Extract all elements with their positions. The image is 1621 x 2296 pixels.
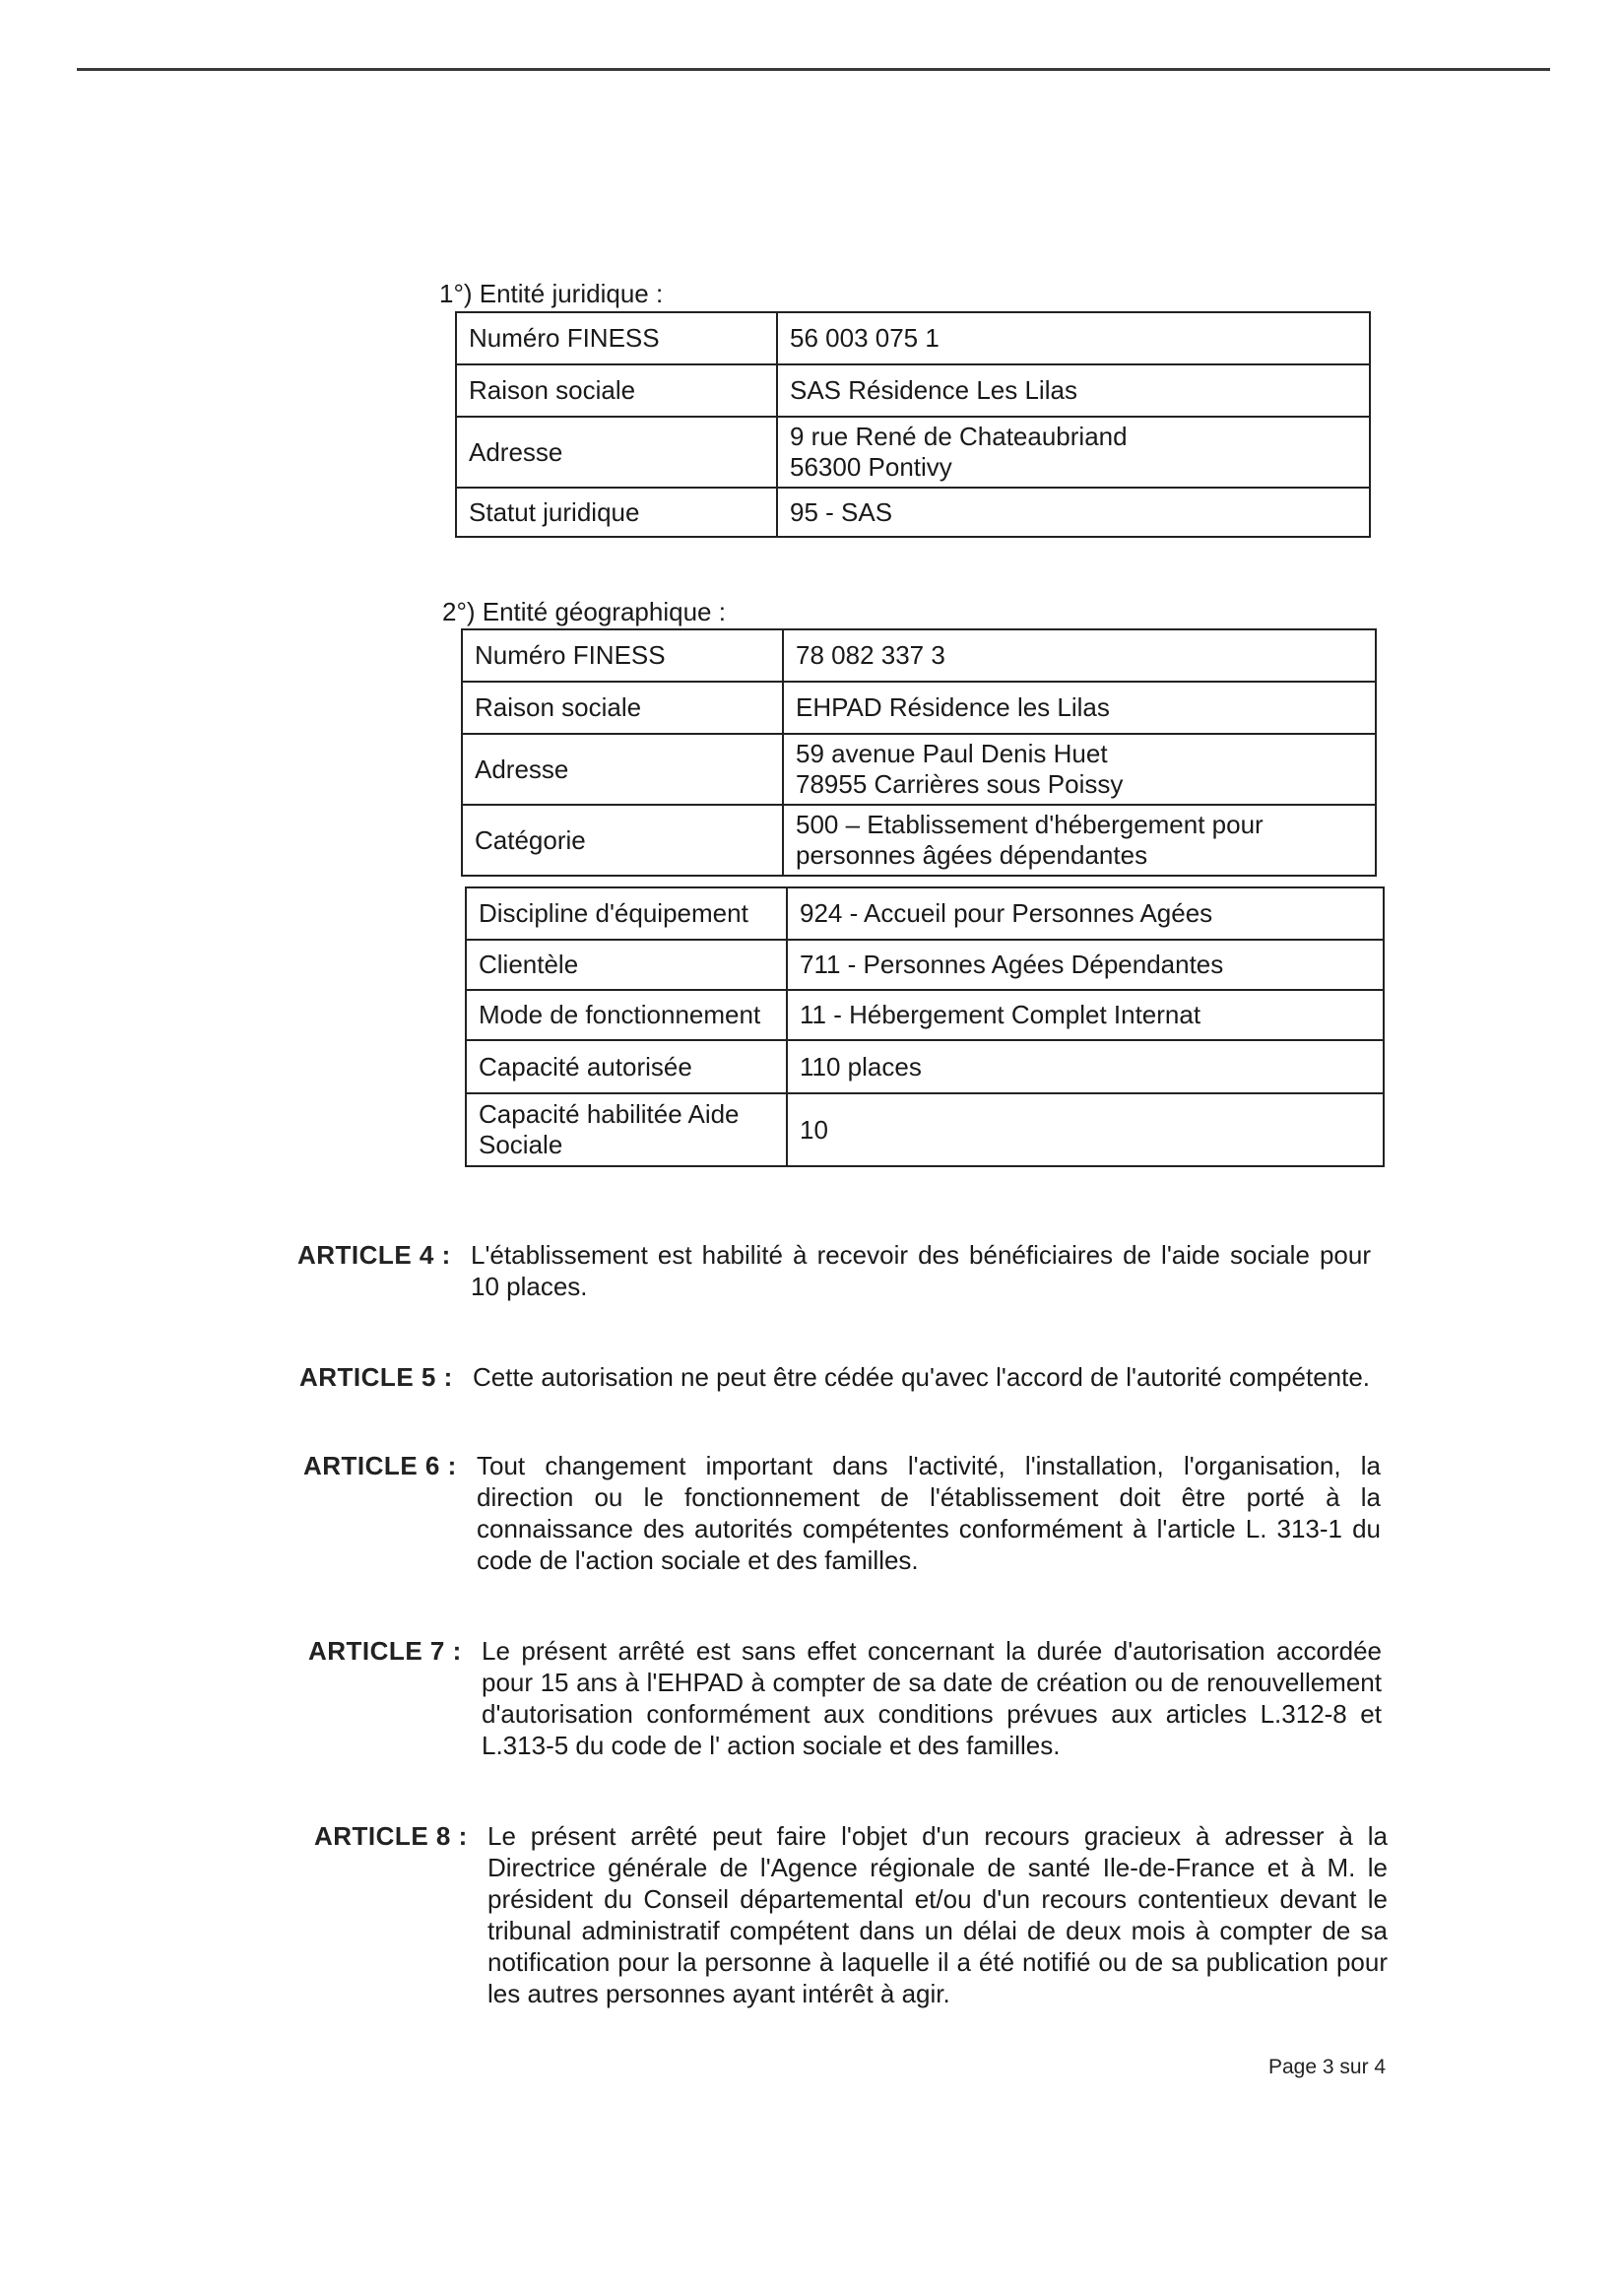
label-line-1: Capacité habilitée Aide [479,1099,740,1129]
table-row [456,488,1370,537]
article-text: Le présent arrêté est sans effet concernant la durée d'autorisation accordée pour 15 ans à l'EHPAD à compter de sa date de création ou de renouvellement d'autorisation conformément aux conditions prévues aux articles L.312-8 et L.313-5 du code de l' action sociale et des familles. [482,1636,1382,1760]
value-categorie [783,805,1376,876]
address-line-2: 56300 Pontivy [790,452,952,482]
table-row [456,364,1370,417]
article-text: Cette autorisation ne peut être cédée qu'avec l'accord de l'autorité compétente. [473,1362,1371,1392]
table-row [462,682,1376,734]
value-capacite-aide-sociale: 10 [787,1093,1384,1166]
table-row [466,1040,1384,1093]
article-label: ARTICLE 7 : [308,1636,462,1666]
value-capacite-autorisee: 110 places [787,1040,1384,1093]
label-adresse: Adresse [462,734,783,805]
label-raison-sociale: Raison sociale [456,364,777,417]
label-finess: Numéro FINESS [456,312,777,364]
article-text: Le présent arrêté peut faire l'objet d'un recours gracieux à adresser à la Directrice générale de l'Agence régionale de santé Ile-de-France et à M. le président du Conseil départemental et/ou d'un recours contentieux devant le tribunal administratif compétent dans un délai de deux mois à compter de sa notification pour la personne à laquelle il a été notifié ou de sa publication pour les autres personnes ayant intérêt à agir. [487,1821,1388,2008]
section-title-legal-entity: 1°) Entité juridique : [439,279,664,308]
address-line-2: 78955 Carrières sous Poissy [796,769,1124,799]
label-capacite-aide-sociale [466,1093,787,1166]
value-discipline: 924 - Accueil pour Personnes Agées [787,887,1384,940]
section-title-geographic-entity: 2°) Entité géographique : [442,597,726,626]
article-text: Tout changement important dans l'activité, l'installation, l'organisation, la direction ou le fonctionnement de l'établissement doit être porté à la connaissance des autorités compétentes conformément à l'article L. 313-1 du code de l'action sociale et des familles. [477,1451,1381,1575]
article-label: ARTICLE 5 : [299,1362,453,1392]
equipment-table [465,886,1385,1167]
value-mode-fonctionnement: 11 - Hébergement Complet Internat [787,990,1384,1040]
label-mode-fonctionnement: Mode de fonctionnement [466,990,787,1040]
legal-entity-table [455,311,1371,538]
value-adresse [783,734,1376,805]
label-discipline: Discipline d'équipement [466,887,787,940]
label-finess: Numéro FINESS [462,629,783,682]
value-raison-sociale: EHPAD Résidence les Lilas [783,682,1376,734]
table-row [456,312,1370,364]
label-capacite-autorisee: Capacité autorisée [466,1040,787,1093]
label-line-2: Sociale [479,1130,563,1159]
address-line-1: 9 rue René de Chateaubriand [790,422,1128,451]
table-row [462,805,1376,876]
label-categorie: Catégorie [462,805,783,876]
article-label: ARTICLE 4 : [297,1240,451,1270]
page-number: Page 3 sur 4 [1268,2056,1387,2078]
table-row [466,940,1384,990]
value-finess: 56 003 075 1 [777,312,1370,364]
table-row [466,887,1384,940]
article-text: L'établissement est habilité à recevoir des bénéficiaires de l'aide sociale pour 10 places. [471,1240,1371,1301]
category-line-2: personnes âgées dépendantes [796,840,1148,870]
label-clientele: Clientèle [466,940,787,990]
table-row [462,734,1376,805]
label-raison-sociale: Raison sociale [462,682,783,734]
table-row [466,1093,1384,1166]
value-finess: 78 082 337 3 [783,629,1376,682]
address-line-1: 59 avenue Paul Denis Huet [796,739,1108,768]
table-row [466,990,1384,1040]
article-label: ARTICLE 8 : [314,1821,468,1851]
geographic-entity-table [461,628,1377,877]
top-rule [77,68,1550,71]
category-line-1: 500 – Etablissement d'hébergement pour [796,810,1264,839]
article-label: ARTICLE 6 : [303,1451,457,1480]
label-statut: Statut juridique [456,488,777,537]
label-adresse: Adresse [456,417,777,488]
value-raison-sociale: SAS Résidence Les Lilas [777,364,1370,417]
value-adresse [777,417,1370,488]
value-statut: 95 - SAS [777,488,1370,537]
value-clientele: 711 - Personnes Agées Dépendantes [787,940,1384,990]
table-row [456,417,1370,488]
table-row [462,629,1376,682]
